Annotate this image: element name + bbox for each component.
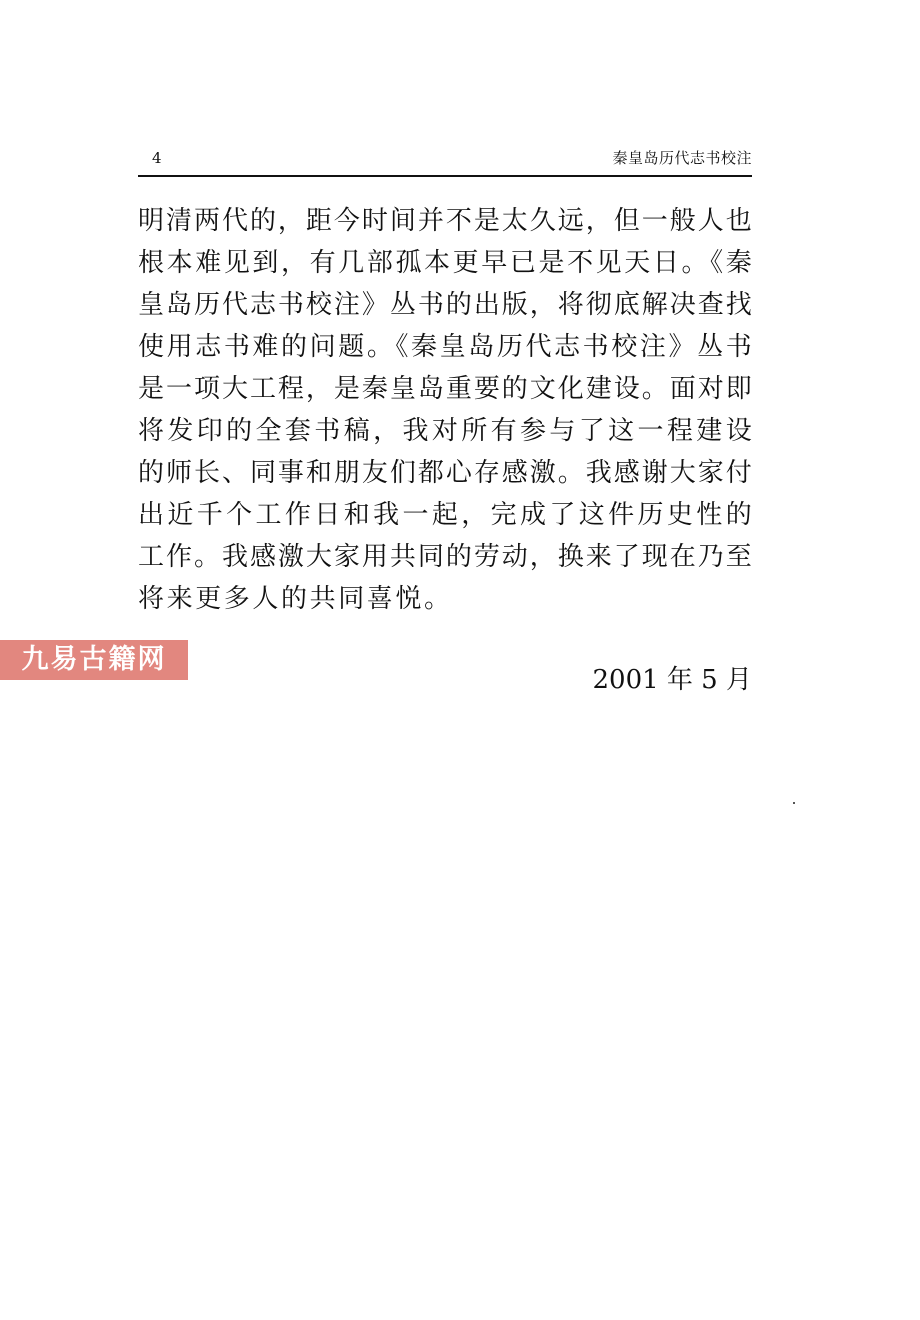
text-line: 将来更多人的共同喜悦。 [138,584,453,614]
text-line: 工作。我感激大家用共同的劳动，换来了现在乃至 [138,542,752,572]
body-paragraph [138,200,752,620]
page-number: 4 [152,149,162,167]
running-head-title: 秦皇岛历代志书校注 [612,149,752,167]
text-line: 将发印的全套书稿，我对所有参与了这一程建设 [138,416,752,446]
text-line: 使用志书难的问题。《秦皇岛历代志书校注》丛书 [138,332,752,362]
text-line: 根本难见到，有几部孤本更早已是不见天日。《秦 [138,248,752,278]
text-line: 的师长、同事和朋友们都心存感激。我感谢大家付 [138,458,752,488]
watermark-badge: 九易古籍网 [0,640,188,680]
text-line: 明清两代的，距今时间并不是太久远，但一般人也 [138,206,752,236]
text-line: 是一项大工程，是秦皇岛重要的文化建设。面对即 [138,374,752,404]
text-line: 皇岛历代志书校注》丛书的出版，将彻底解决查找 [138,290,752,320]
date-signature: 2001 年 5 月 [592,665,752,695]
header-divider [138,175,752,177]
text-line: 出近千个工作日和我一起，完成了这件历史性的 [138,500,752,530]
scan-speck [793,802,795,804]
